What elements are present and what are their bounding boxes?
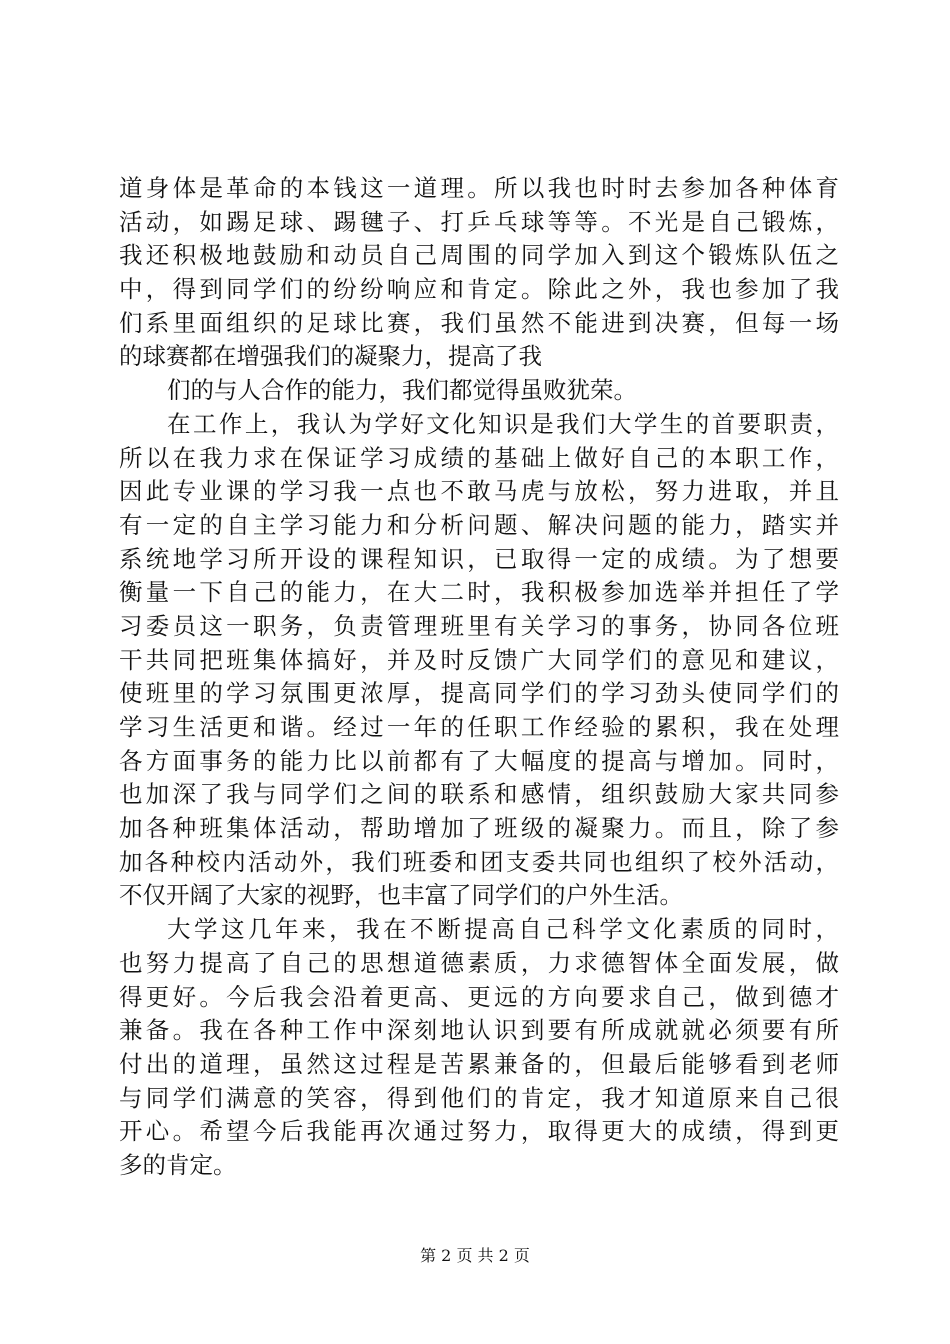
text-line: 也努力提高了自己的思想道德素质，力求德智体全面发展，做 — [119, 948, 839, 977]
text-line: 有一定的自主学习能力和分析问题、解决问题的能力，踏实并 — [119, 510, 839, 539]
text-line: 也加深了我与同学们之间的联系和感情，组织鼓励大家共同参 — [119, 780, 839, 809]
text-line: 所以在我力求在保证学习成绩的基础上做好自己的本职工作， — [119, 443, 839, 472]
text-line: 的球赛都在增强我们的凝聚力，提高了我 — [119, 342, 542, 371]
text-line: 活动，如踢足球、踢毽子、打乒乓球等等。不光是自己锻炼， — [119, 207, 839, 236]
text-line: 系统地学习所开设的课程知识，已取得一定的成绩。为了想要 — [119, 544, 839, 573]
text-line: 兼备。我在各种工作中深刻地认识到要有所成就就必须要有所 — [119, 1016, 839, 1045]
text-line: 道身体是革命的本钱这一道理。所以我也时时去参加各种体育 — [119, 174, 839, 202]
text-line: 付出的道理，虽然这过程是苦累兼备的，但最后能够看到老师 — [119, 1049, 839, 1078]
text-line: 各方面事务的能力比以前都有了大幅度的提高与增加。同时， — [119, 746, 839, 775]
body-text — [119, 172, 839, 1183]
text-line: 习委员这一职务，负责管理班里有关学习的事务，协同各位班 — [119, 611, 839, 640]
text-line: 们系里面组织的足球比赛，我们虽然不能进到决赛，但每一场 — [119, 308, 839, 337]
text-line: 学习生活更和谐。经过一年的任职工作经验的累积，我在处理 — [119, 713, 839, 741]
text-line: 得更好。今后我会沿着更高、更远的方向要求自己，做到德才 — [119, 982, 839, 1011]
text-line: 中，得到同学们的纷纷响应和肯定。除此之外，我也参加了我 — [119, 275, 839, 304]
text-line: 衡量一下自己的能力，在大二时，我积极参加选举并担任了学 — [119, 578, 839, 607]
text-line: 多的肯定。 — [119, 1150, 237, 1179]
text-line: 加各种班集体活动，帮助增加了班级的凝聚力。而且，除了参 — [119, 814, 839, 843]
text-line: 干共同把班集体搞好，并及时反馈广大同学们的意见和建议， — [119, 645, 839, 674]
text-line: 不仅开阔了大家的视野，也丰富了同学们的户外生活。 — [119, 881, 683, 910]
text-line: 与同学们满意的笑容，得到他们的肯定，我才知道原来自己很 — [119, 1083, 839, 1112]
text-line: 因此专业课的学习我一点也不敢马虎与放松，努力进取，并且 — [119, 477, 839, 506]
page-number-footer: 第 2 页 共 2 页 — [420, 1246, 530, 1265]
text-line: 加各种校内活动外，我们班委和团支委共同也组织了校外活动， — [119, 847, 839, 876]
text-line: 们的与人合作的能力，我们都觉得虽败犹荣。 — [167, 376, 637, 405]
paragraph-start-line: 在工作上，我认为学好文化知识是我们大学生的首要职责， — [167, 409, 839, 438]
paragraph-start-line: 大学这几年来，我在不断提高自己科学文化素质的同时， — [167, 915, 839, 944]
text-line: 我还积极地鼓励和动员自己周围的同学加入到这个锻炼队伍之 — [119, 241, 839, 270]
text-line: 开心。希望今后我能再次通过努力，取得更大的成绩，得到更 — [119, 1117, 839, 1146]
text-line: 使班里的学习氛围更浓厚，提高同学们的学习劲头使同学们的 — [119, 679, 839, 708]
